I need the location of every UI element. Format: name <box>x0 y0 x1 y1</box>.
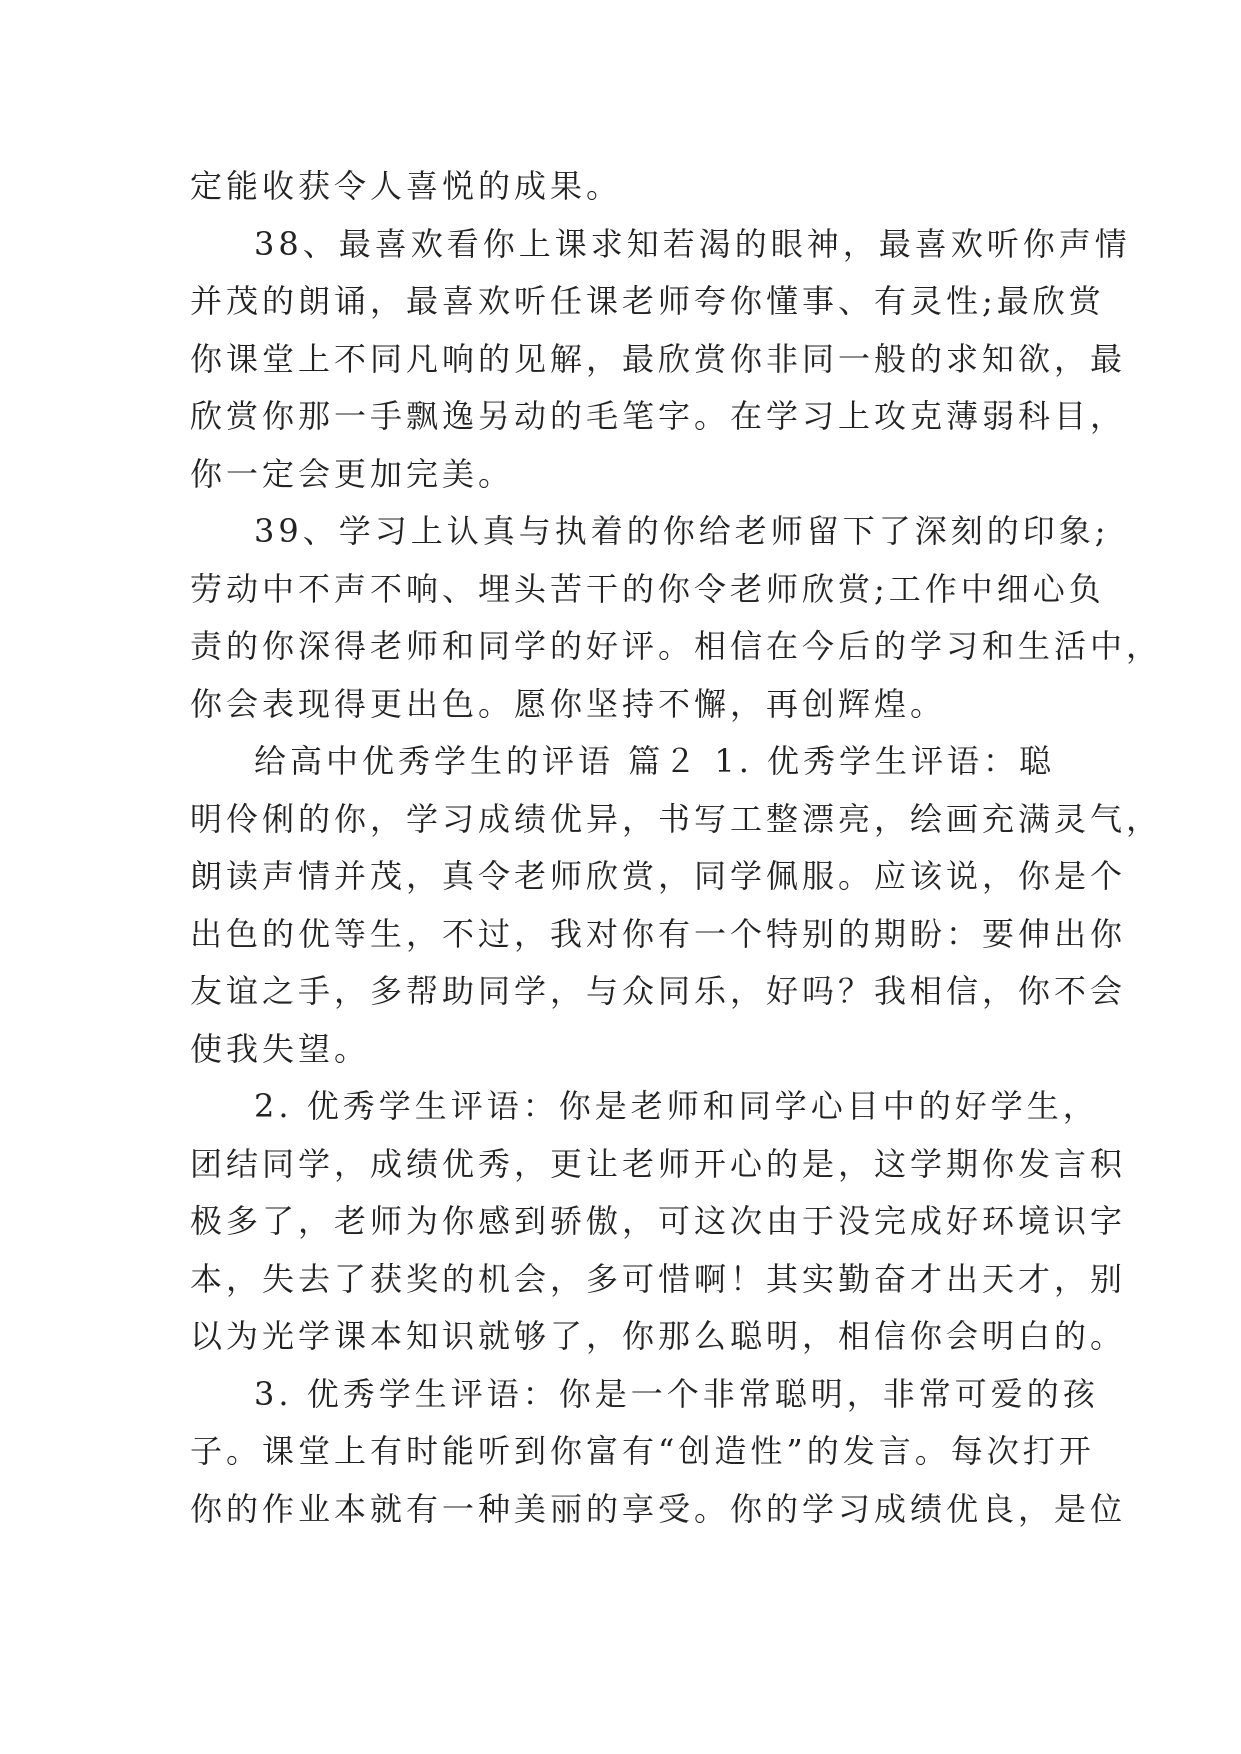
text-line: 使我失望。 <box>190 1029 371 1068</box>
text-line: 劳动中不声不响、埋头苦干的你令老师欣赏;工作中细心负 <box>190 569 1105 608</box>
text-line: 出色的优等生，不过，我对你有一个特别的期盼：要伸出你 <box>190 914 1127 953</box>
text-line: 本，失去了获奖的机会，多可惜啊！其实勤奋才出天才，别 <box>190 1259 1127 1298</box>
text-line: 你的作业本就有一种美丽的享受。你的学习成绩优良，是位 <box>190 1489 1127 1528</box>
text-line: 2. 优秀学生评语：你是老师和同学心目中的好学生， <box>254 1087 1099 1125</box>
text-line: 并茂的朗诵，最喜欢听任课老师夸你懂事、有灵性;最欣赏 <box>190 282 1105 320</box>
text-line: 极多了，老师为你感到骄傲，可这次由于没完成好环境识字 <box>190 1202 1127 1240</box>
text-line: 责的你深得老师和同学的好评。相信在今后的学习和生活中， <box>190 627 1163 665</box>
text-line: 你课堂上不同凡响的见解，最欣赏你非同一般的求知欲，最 <box>190 339 1127 378</box>
text-line: 子。课堂上有时能听到你富有“创造性”的发言。每次打开 <box>190 1432 1095 1470</box>
text-line: 以为光学课本知识就够了，你那么聪明，相信你会明白的。 <box>190 1317 1127 1355</box>
text-line: 给高中优秀学生的评语 篇２ 1. 优秀学生评语：聪 <box>254 742 1056 780</box>
text-line: 朗读声情并茂，真令老师欣赏，同学佩服。应该说，你是个 <box>190 857 1127 895</box>
text-line: 欣赏你那一手飘逸另动的毛笔字。在学习上攻克薄弱科目， <box>190 397 1127 435</box>
text-line: 39、学习上认真与执着的你给老师留下了深刻的印象; <box>254 512 1110 550</box>
text-line: 明伶俐的你，学习成绩优异，书写工整漂亮，绘画充满灵气， <box>190 799 1163 838</box>
text-line: 3. 优秀学生评语：你是一个非常聪明，非常可爱的孩 <box>254 1374 1099 1413</box>
text-line: 你会表现得更出色。愿你坚持不懈，再创辉煌。 <box>190 684 947 723</box>
text-line: 你一定会更加完美。 <box>190 454 515 493</box>
text-line: 友谊之手，多帮助同学，与众同乐，好吗？我相信，你不会 <box>190 972 1127 1010</box>
text-line: 定能收获令人喜悦的成果。 <box>190 167 623 205</box>
text-line: 团结同学，成绩优秀，更让老师开心的是，这学期你发言积 <box>190 1144 1127 1183</box>
text-line: 38、最喜欢看你上课求知若渴的眼神，最喜欢听你声情 <box>254 224 1131 263</box>
document-page <box>190 158 1163 1538</box>
